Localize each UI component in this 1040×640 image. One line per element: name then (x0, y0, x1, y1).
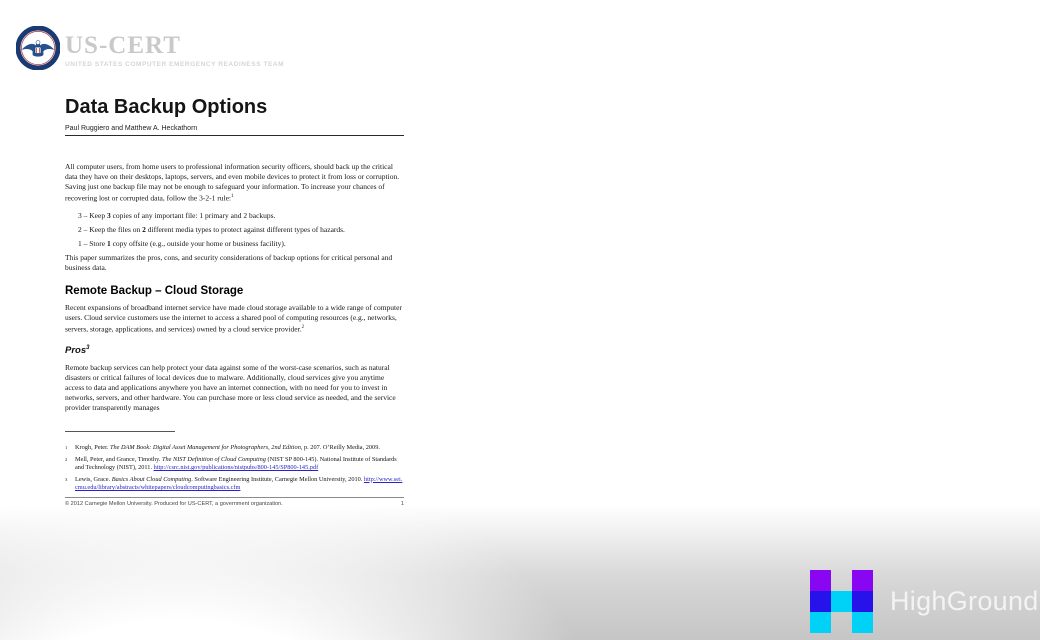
pros-footnote-ref: 3 (86, 344, 90, 351)
footnote-number: 2 (65, 457, 68, 463)
highground-logo (810, 570, 1039, 633)
uscert-tagline: UNITED STATES COMPUTER EMERGENCY READINESS TEAM (65, 61, 285, 68)
footnote-link[interactable]: http://csrc.nist.gov/publications/nistpubs/800-145/SP800-145.pdf (153, 464, 319, 472)
intro-paragraph: All computer users, from home users to professional information security officers, should back up the critical data they have on their desktops, laptops, servers, and even mobile devices to protect it from loss or corruption. Saving just one backup file may not be enough to safeguard your information. To increase your chances of recovering lost or corrupted data, follow the 3-2-1 rule:$^1$ (65, 162, 400, 203)
copyright-text: © 2012 Carnegie Mellon University. Produced for US-CERT, a government organization. (65, 500, 283, 507)
footnote-number: 3 (65, 477, 68, 483)
footnote-1 (65, 444, 404, 453)
pros-paragraph: Remote backup services can help protect your data against some of the worst-case scenarios, such as natural disasters or critical failures of local devices due to malware. Additionally, cloud services give you anytime access to data and applications anywhere you have an internet connection, with no need for you to invest in networks, servers, and other hardware. You can purchase more or less cloud service as needed, and the service provider transparently manages (65, 362, 396, 412)
backup-rules-list (78, 211, 404, 249)
footnotes-block (65, 444, 404, 493)
uscert-header (16, 26, 284, 70)
cloud-paragraph: Recent expansions of broadband internet service have made cloud storage available to a wide range of computer users. Cloud service customers use the internet to access a shared pool of computing resources (e.g., networks, servers, storage, applications, and services) owned by a cloud service provider.$^2$ (65, 303, 402, 334)
authors-line: Paul Ruggiero and Matthew A. Heckathorn (65, 125, 404, 136)
dhs-seal-icon (16, 26, 60, 70)
footnote-text: Mell, Peter, and Grance, Timothy. The NIST Definition of Cloud Computing (NIST SP 800-145). National Institute of Standards and Technology (NIST), 2011. http://csrc.nist.gov/publications/nistpubs/800-145/SP800-145.pdf (75, 455, 397, 472)
page-number: 1 (400, 500, 404, 507)
footnote-separator (65, 431, 175, 432)
uscert-wordmark: US-CERT (65, 32, 181, 59)
summary-paragraph: This paper summarizes the pros, cons, and security considerations of backup options for critical personal and business data. (65, 253, 393, 272)
rule-item-1: 1 – Store 1 copy offsite (e.g., outside your home or business facility). (78, 239, 286, 248)
section-heading: Remote Backup – Cloud Storage (65, 285, 244, 297)
rule-item-3: 3 – Keep 3 copies of any important file: 1 primary and 2 backups. (78, 211, 276, 220)
rule-item-2: 2 – Keep the files on 2 different media types to protect against different types of hazards. (78, 225, 345, 234)
footnote-link[interactable]: http://www.sei.cmu.edu/library/abstracts/whitepapers/cloudcomputingbasics.cfm (75, 475, 403, 491)
footnote-3 (65, 476, 404, 492)
highground-h-icon (810, 570, 873, 633)
footnote-text: Lewis, Grace. Basics About Cloud Computing. Software Engineering Institute, Carnegie Mellon University, 2010. http://www.sei.cmu.edu/library/abstracts/whitepapers/cloudcomputingbasics.cfm (75, 475, 403, 491)
page-footer (65, 497, 404, 507)
document-page (65, 96, 404, 507)
pros-heading (65, 343, 404, 356)
footnote-number: 1 (65, 445, 68, 451)
highground-wordmark: HighGround (890, 586, 1039, 616)
footnote-text: Krogh, Peter. The DAM Book: Digital Asset Management for Photographers, 2nd Edition, p. 207. O’Reilly Media, 2009. (75, 443, 380, 451)
pros-heading-text: Pros (65, 344, 87, 356)
footnote-2 (65, 456, 404, 472)
page-title: Data Backup Options (65, 96, 268, 118)
